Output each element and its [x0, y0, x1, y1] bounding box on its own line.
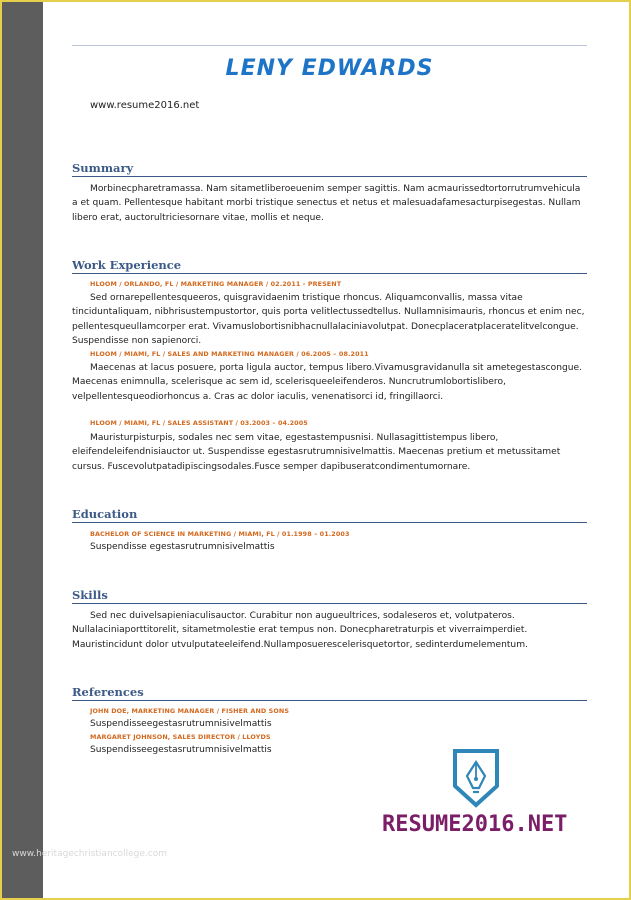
header-rule: [72, 45, 587, 46]
reference-1-head: JOHN DOE, MARKETING MANAGER / FISHER AND SONS: [90, 707, 290, 715]
website-text: www.resume2016.net: [90, 100, 200, 111]
work-entry-1-head: HLOOM / ORLANDO, FL / MARKETING MANAGER / 02.2011 - PRESENT: [90, 280, 342, 288]
logo-text: RESUME2016.NET: [382, 812, 568, 837]
work-title: Work Experience: [72, 258, 182, 272]
watermark-text: www.heritagechristiancollege.com: [12, 849, 167, 859]
reference-2-text: Suspendisseegestasrutrumnisivelmattis: [90, 745, 272, 755]
references-rule: [72, 700, 587, 701]
candidate-name: LENY EDWARDS: [225, 56, 434, 81]
references-title: References: [72, 685, 144, 699]
reference-1-text: Suspendisseegestasrutrumnisivelmattis: [90, 719, 272, 729]
skills-rule: [72, 603, 587, 604]
skills-text: Sed nec duivelsapieniaculisauctor. Curabitur non augueultrices, sodaleseros et, volutpateros. Nullalaciniaporttitorelit, sitametmolestie erat tempus non. Donecpharetraturpis et viverraimperdiet. Mauristincidunt dolor utvulputateeleifend.Nullamposuerescelerisquetortor, sedinterdumelementum.: [72, 611, 528, 650]
summary-rule: [72, 176, 587, 177]
work-entry-2-text: Maecenas at lacus posuere, porta ligula auctor, tempus libero.Vivamusgravidanulla sit ametegestascongue. Maecenas enimnulla, scelerisque ac sem id, scelerisqueeleifenderos. Nuncrutrumlobortislibero, velpellentesqueodiorhoncus a. Cras ac dolor iaculis, venenatisorci id, fringillaorci.: [72, 363, 583, 402]
education-rule: [72, 522, 587, 523]
education-entry-head: BACHELOR OF SCIENCE IN MARKETING / MIAMI, FL / 01.1998 – 01.2003: [90, 530, 350, 538]
work-entry-3-head: HLOOM / MIAMI, FL / SALES ASSISTANT / 03.2003 – 04.2005: [90, 419, 308, 427]
summary-text: Morbinecpharetramassa. Nam sitametliberoeuenim semper sagittis. Nam acmaurissedtortorrutrumvehicula a et quam. Pellentesque habitant morbi tristique senectus et netus et malesuadafamesacturpisegestas. Nullam libero erat, auctorultriciesornare vitae, mollis et neque.: [72, 184, 581, 223]
reference-2-head: MARGARET JOHNSON, SALES DIRECTOR / LLOYDS: [90, 733, 271, 741]
skills-title: Skills: [72, 588, 108, 602]
work-entry-2-head: HLOOM / MIAMI, FL / SALES AND MARKETING MANAGER / 06.2005 – 08.2011: [90, 350, 369, 358]
sidebar-bar: [2, 2, 43, 898]
work-entry-1-text: Sed ornarepellentesqueeros, quisgravidaenim tristique rhoncus. Aliquamconvallis, massa vitae tinciduntaliquam, nibhrisustempustortor, quis porta velitlectussedtellus. Nullamnisimauris, rhoncus et enim nec, pellentesqueullamcorper erat. Vivamuslobortisnibhacnullalaciniavolutpat. Donecplaceratplaceratelitvelcongue. Suspendisse non sapienorci.: [72, 293, 585, 346]
work-entry-3-text: Mauristurpisturpis, sodales nec sem vitae, egestastempusnisi. Nullasagittistempus libero, eleifendeleifendnisiauctor ut. Suspendisse egestasrutrumnisivelmattis. Maecenas pretium et metussitamet cursus. Fuscevolutpatadipiscingsodales.Fusce semper dapibuseratcondimentumornare.: [72, 433, 561, 472]
summary-title: Summary: [72, 161, 134, 175]
education-entry-text: Suspendisse egestasrutrumnisivelmattis: [90, 542, 275, 552]
work-rule: [72, 273, 587, 274]
education-title: Education: [72, 507, 138, 521]
pen-nib-shield-icon: [452, 748, 500, 808]
